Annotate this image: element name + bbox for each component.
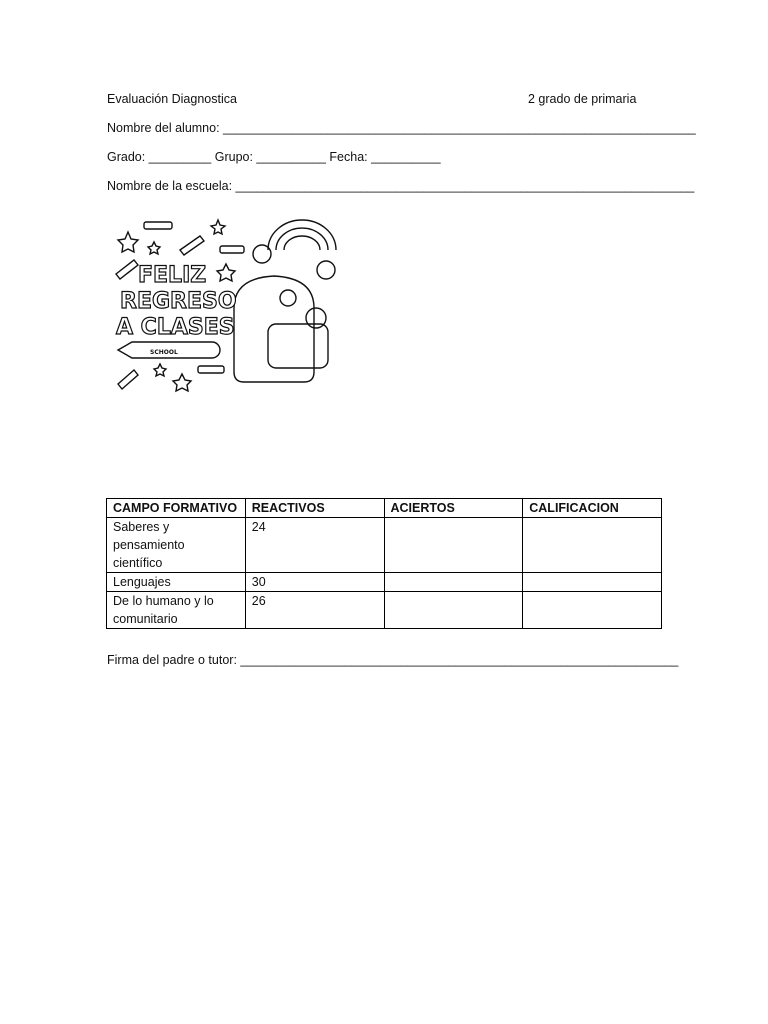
star-icon — [211, 220, 225, 234]
grade-group-date-field: Grado: _________ Grupo: __________ Fecha: __________ — [107, 150, 441, 164]
reactivos-cell: 24 — [245, 518, 384, 573]
table-row — [107, 592, 662, 629]
star-icon — [154, 364, 166, 376]
pencil-label: SCHOOL — [150, 349, 178, 356]
pencil-icon — [180, 236, 204, 255]
grade-level: 2 grado de primaria — [528, 92, 637, 106]
aciertos-cell — [384, 518, 523, 573]
pencil-icon — [116, 260, 138, 279]
aciertos-cell — [384, 592, 523, 629]
flower-icon — [317, 261, 335, 279]
document-title: Evaluación Diagnostica — [107, 92, 237, 106]
pencil-icon — [118, 370, 138, 389]
campo-cell: De lo humano y lo comunitario — [107, 592, 246, 629]
aciertos-cell — [384, 573, 523, 592]
reactivos-cell: 30 — [245, 573, 384, 592]
header-calificacion: CALIFICACION — [523, 499, 662, 518]
star-icon — [148, 242, 160, 254]
star-icon — [173, 374, 191, 391]
signature-field: Firma del padre o tutor: _______________________________________________________________ — [107, 653, 679, 667]
header-reactivos: REACTIVOS — [245, 499, 384, 518]
school-name-field: Nombre de la escuela: __________________________________________________________________ — [107, 179, 695, 193]
backpack-icon — [234, 276, 314, 382]
back-to-school-illustration — [108, 212, 348, 398]
table-row — [107, 518, 662, 573]
student-name-field: Nombre del alumno: ____________________________________________________________________ — [107, 121, 696, 135]
rainbow-icon — [268, 220, 336, 250]
header-campo-formativo: CAMPO FORMATIVO — [107, 499, 246, 518]
results-table — [106, 498, 662, 629]
calificacion-cell — [523, 518, 662, 573]
pencil-icon — [198, 366, 224, 373]
table-row — [107, 573, 662, 592]
pencil-icon — [220, 246, 244, 253]
calificacion-cell — [523, 573, 662, 592]
star-icon — [217, 264, 235, 281]
table-header-row — [107, 499, 662, 518]
flower-icon — [253, 245, 271, 263]
banner-line-3: A CLASES — [116, 315, 235, 340]
banner-line-1: FELIZ — [138, 263, 207, 288]
banner-line-2: REGRESO — [120, 289, 237, 314]
reactivos-cell: 26 — [245, 592, 384, 629]
campo-cell: Lenguajes — [107, 573, 246, 592]
header-aciertos: ACIERTOS — [384, 499, 523, 518]
calificacion-cell — [523, 592, 662, 629]
pencil-icon — [144, 222, 172, 229]
campo-cell: Saberes y pensamiento científico — [107, 518, 246, 573]
star-icon — [118, 232, 138, 252]
